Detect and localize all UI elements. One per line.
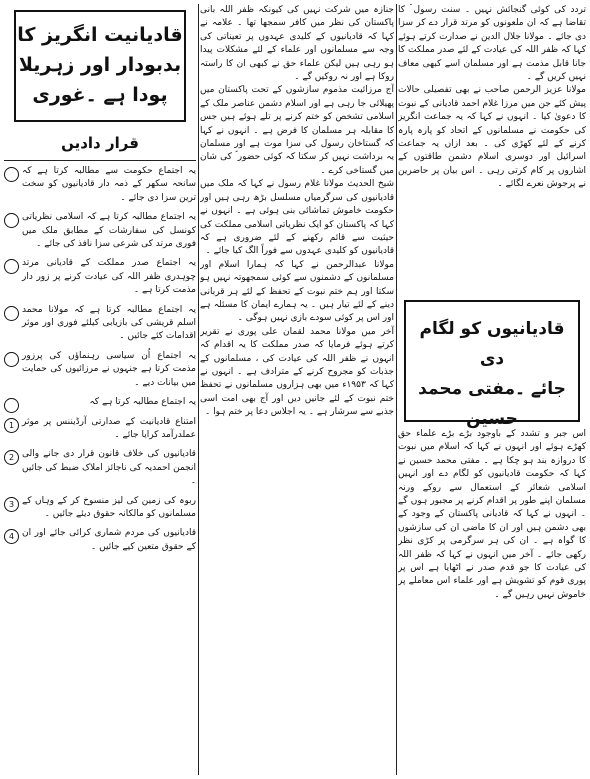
resolution-item bbox=[4, 211, 196, 251]
resolution-number: 2 bbox=[4, 450, 19, 465]
resolution-item bbox=[4, 304, 196, 344]
resolution-bullet bbox=[4, 398, 19, 413]
resolution-text: امتناع قادیانیت کے صدارتی آرڈیننس پر موثر عملدرآمد کرایا جائے ۔ bbox=[22, 416, 196, 440]
resolution-bullet bbox=[4, 259, 19, 274]
resolution-item bbox=[4, 495, 196, 522]
resolution-text: یہ اجتماع صدر مملکت کے قادیانی مرتد چوہدری ظفر اللہ کی عیادت کرنے پر زور دار مذمت کرتا ہے ۔ bbox=[22, 258, 196, 296]
middle-paragraph-2: آج مرزائیت مذموم سازشوں کے تحت پاکستان میں پھیلائی جا رہی ہے اور اسلام دشمن عناصر ملک کے اسلامی تشخص کو ختم کرنے پر تلے ہوئے ہیں جس کا مقابلہ ہر مسلمان کا فرض ہے ۔ انہوں نے کہا کہ گستاخان رسول کی سزا موت ہے اور مسلمان یہ برداشت نہیں کر سکتا کہ کوئی حضور ؐ کی شان میں گستاخی کرے ۔ bbox=[200, 85, 394, 176]
column-rule-right bbox=[396, 4, 397, 775]
left-headline-line-3: پودا ہے ۔غوری bbox=[32, 84, 168, 106]
resolution-item bbox=[4, 527, 196, 554]
left-headline-box bbox=[14, 10, 186, 122]
resolution-text: یہ اجتماع حکومت سے مطالبہ کرتا ہے کہ سانحہ سکھر کے ذمہ دار قادیانیوں کو سخت ترین سزا دی جائے ۔ bbox=[22, 166, 196, 203]
resolution-number: 4 bbox=[4, 529, 19, 544]
resolution-item bbox=[4, 448, 196, 488]
resolution-number: 1 bbox=[4, 418, 19, 433]
resolution-text: یہ اجتماع مطالبہ کرتا ہے کہ مولانا محمد اسلم قریشی کی بازیابی کیلئے فوری اور موثر اقدامات کئے جائیں ۔ bbox=[22, 304, 196, 342]
resolution-text: یہ اجتماع اُن سیاسی رہنماؤں کی پرزور مذمت کرتا ہے جنہوں نے مرزائیوں کی حمایت میں بیانات دیے ۔ bbox=[22, 350, 196, 388]
resolution-item bbox=[4, 165, 196, 205]
left-column-body bbox=[4, 128, 196, 775]
resolution-text: یہ اجتماع مطالبہ کرتا ہے کہ bbox=[89, 397, 196, 408]
resolution-bullet bbox=[4, 352, 19, 367]
left-headline-line-1: قادیانیت انگریز کا bbox=[17, 24, 183, 46]
middle-paragraph-3: شیخ الحدیث مولانا غلام رسول نے کہا کہ ملک میں قادیانیوں کی سرگرمیاں مسلسل بڑھ رہی ہیں اور حکومت خاموش تماشائی بنی ہوئی ہے ۔ انہوں نے کہا کہ پاکستان کو ایک نظریاتی اسلامی مملکت کی حیثیت سے قائم رکھنے کے لئے ضروری ہے کہ قادیانیوں کو کلیدی عہدوں سے فوراً الگ کیا جائے ۔ bbox=[200, 179, 394, 257]
column-rule-left bbox=[198, 4, 199, 775]
right-headline-line-1: قادیانیوں کو لگام دی bbox=[419, 319, 565, 369]
middle-column bbox=[200, 4, 394, 775]
resolution-text: قادیانیوں کی مردم شماری کرائی جائے اور ان کے حقوق متعین کیے جائیں ۔ bbox=[22, 528, 196, 552]
resolution-bullet bbox=[4, 306, 19, 321]
resolution-bullet bbox=[4, 213, 19, 228]
resolution-item bbox=[4, 257, 196, 297]
right-bottom-body bbox=[398, 428, 586, 775]
right-top-paragraph-1: تردد کی کوئی گنجائش نہیں ۔ سنت رسول ؐ کا تقاضا ہے کہ ان ملعونوں کو مرتد قرار دے کر سزا دی جائے ۔ مولانا جلال الدین نے صدارت کرتے ہوئے کہا کہ ظفر اللہ کی عیادت کے لئے صدر مملکت کا جانا قابل مذمت ہے اور مسلمان اسے کبھی معاف نہیں کریں گے ۔ bbox=[398, 5, 586, 83]
resolutions-divider bbox=[4, 160, 196, 161]
right-headline-line-2: جائے ۔مفتی محمد حسین bbox=[418, 379, 566, 429]
resolution-bullet bbox=[4, 167, 19, 182]
middle-paragraph-4: مولانا عبدالرحمن نے کہا کہ ہمارا اسلام اور مسلمانوں کے دشمنوں سے کوئی سمجھوتہ نہیں ہو سکتا اور ہم ختم نبوت کے تحفظ کے لئے ہر قربانی دینے کے لئے تیار ہیں ۔ یہ ہمارے ایمان کا مسئلہ ہے اور اس پر کوئی سودے بازی نہیں ہوگی ۔ bbox=[200, 259, 394, 324]
resolutions-title: قرار دادیں bbox=[61, 134, 139, 152]
resolution-item bbox=[4, 350, 196, 390]
right-top-paragraph-2: مولانا عزیز الرحمن صاحب نے بھی تفصیلی حالات پیش کئے جن میں مرزا غلام احمد قادیانی کے نبوت کا دعویٰ کیا ۔ انہوں نے کہا کہ یہ جماعت انگریز کی حکومت نے مسلمانوں کے اتحاد کو پارہ پارہ کرنے کے لئے کھڑی کی ۔ بعد ازاں یہ جماعت اسرائیل اور دوسری اسلام دشمن طاقتوں کے اشاروں پر کام کرتی رہی ۔ اس بیان پر حاضرین نے پرجوش نعرے لگائے ۔ bbox=[398, 85, 586, 190]
right-bottom-paragraph: اس جبر و تشدد کے باوجود بڑے بڑے علماء حق کھڑے ہوئے اور انہوں نے کہا کہ اسلام میں نبوت کا دروازہ بند ہو چکا ہے ۔ مفتی محمد حسین نے کہا کہ حکومت قادیانیوں کو لگام دے اور انہیں اسلامی شعائر کے استعمال سے روکے ورنہ مسلمان اپنے طور پر اقدام کرنے پر مجبور ہوں گے ۔ انہوں نے کہا کہ قادیانی پاکستان کے وجود کے بھی دشمن ہیں اور ان کا ماضی ان کی سازشوں کا گواہ ہے ۔ ان کی ہر سرگرمی پر کڑی نظر رکھی جائے ۔ آخر میں انہوں نے کہا کہ ظفر اللہ کی عیادت کا جو قدم صدر نے اٹھایا ہے اس پر پوری قوم کو تشویش ہے اور علماء اس معاملے پر خاموش نہیں رہیں گے ۔ bbox=[398, 429, 586, 600]
middle-paragraph-5: آخر میں مولانا محمد لقمان علی پوری نے تقریر کرتے ہوئے فرمایا کہ صدر مملکت کا یہ اقدام کہ انہوں نے ظفر اللہ کی عیادت کی ، مسلمانوں کے جذبات کو مجروح کرنے کے مترادف ہے ۔ انہوں نے کہا کہ ۱۹۵۳ء میں بھی ہزاروں مسلمانوں نے تحفظ ختم نبوت کے لئے جانیں دیں اور آج بھی امت اسی جذبے سے سرشار ہے ۔ یہ اجلاس دعا پر ختم ہوا ۔ bbox=[200, 326, 394, 418]
left-headline-line-2: بدبودار اور زہریلا bbox=[18, 54, 182, 76]
resolution-text: ربوہ کی زمین کی لیز منسوخ کر کے وہاں کے مسلمانوں کو مالکانہ حقوق دیئے جائیں ۔ bbox=[22, 495, 196, 519]
middle-paragraph-1: جنازہ میں شرکت نہیں کی کیونکہ ظفر اللہ بانی پاکستان کی نظر میں کافر سمجھا تھا ۔ علامہ نے کہا کہ قادیانیوں کے کلیدی عہدوں پر تعیناتی کی وجہ سے مسلمانوں اور علماء کے لئے مشکلات پیدا ہو رہی ہیں لیکن علماء حق نے کبھی ان کا راستہ روکا ہے اور نہ روکیں گے ۔ bbox=[200, 5, 394, 83]
resolution-item bbox=[4, 416, 196, 443]
resolution-text: قادیانیوں کی خلاف قانون قرار دی جانے والی انجمن احمدیہ کی ناجائز املاک ضبط کی جائیں ۔ bbox=[22, 449, 196, 487]
resolution-number: 3 bbox=[4, 497, 19, 512]
resolution-text: یہ اجتماع مطالبہ کرتا ہے کہ اسلامی نظریاتی کونسل کی سفارشات کے مطابق ملک میں فوری مرتد کی شرعی سزا نافذ کی جائے ۔ bbox=[22, 212, 196, 250]
right-headline-box bbox=[404, 300, 580, 429]
resolution-item bbox=[4, 396, 196, 409]
